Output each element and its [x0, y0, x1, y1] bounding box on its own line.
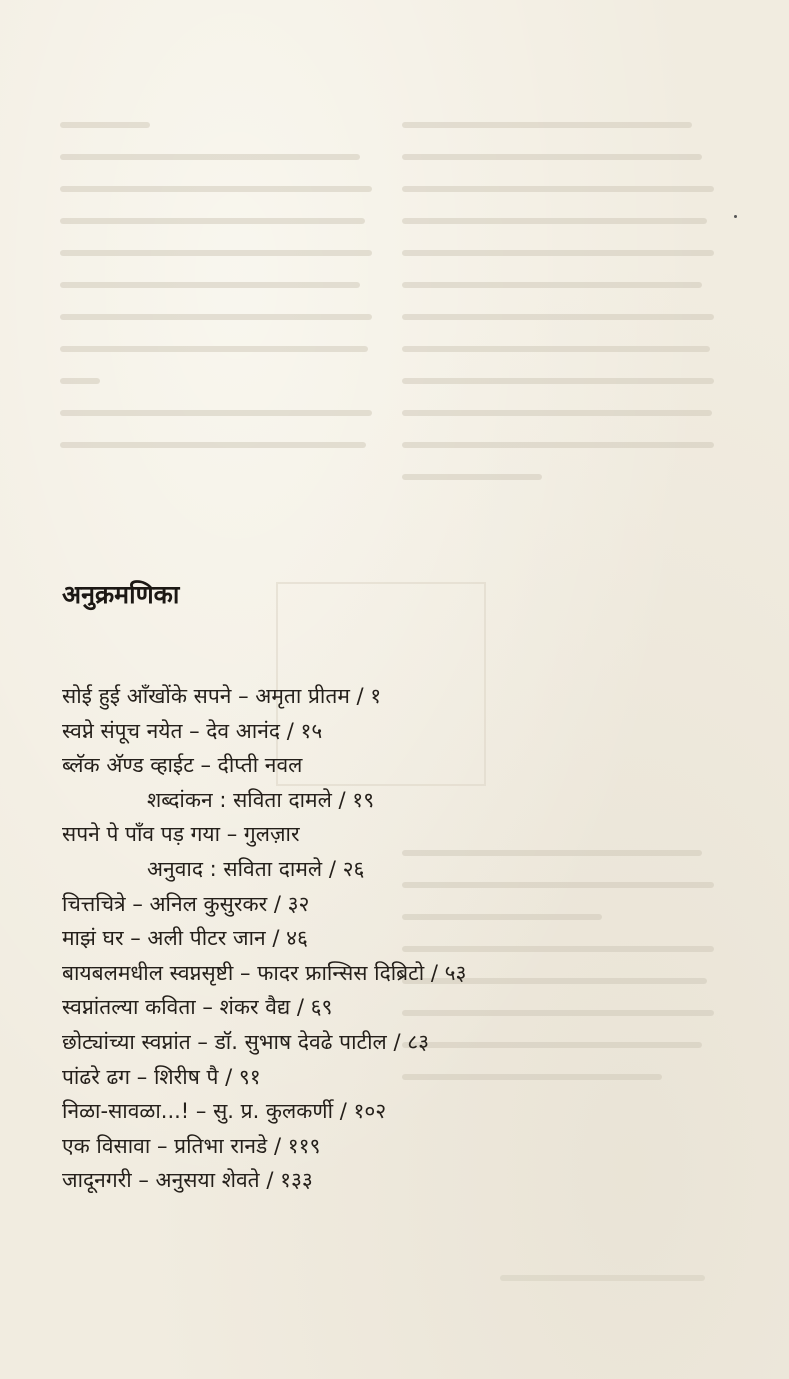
- toc-entry: सपने पे पाँव पड़ गया – गुलज़ार: [62, 822, 300, 847]
- contents-heading: अनुक्रमणिका: [62, 580, 180, 609]
- toc-entry: एक विसावा – प्रतिभा रानडे / ११९: [62, 1133, 321, 1158]
- toc-entry: पांढरे ढग – शिरीष पै / ९१: [62, 1064, 261, 1089]
- toc-entry: जादूनगरी – अनुसया शेवते / १३३: [62, 1168, 313, 1193]
- toc-entry: चित्तचित्रे – अनिल कुसुरकर / ३२: [62, 891, 310, 916]
- toc-entry: सोई हुई आँखोंके सपने – अमृता प्रीतम / १: [62, 684, 382, 708]
- toc-entry: अनुवाद : सविता दामले / २६: [147, 856, 365, 881]
- toc-entry: माझं घर – अली पीटर जान / ४६: [62, 926, 308, 951]
- toc-entry: स्वप्ने संपूच नयेत – देव आनंद / १५: [62, 718, 323, 743]
- table-of-contents: [62, 679, 762, 1198]
- toc-entry: छोट्यांच्या स्वप्नांत – डॉ. सुभाष देवढे पाटील / ८३: [62, 1029, 430, 1054]
- paper-speck: [734, 215, 737, 218]
- toc-entry: शब्दांकन : सविता दामले / १९: [147, 787, 375, 812]
- toc-entry: ब्लॅक अ‍ॅण्ड व्हाईट – दीप्ती नवल: [62, 753, 303, 778]
- bleed-through-footer: [500, 1275, 705, 1281]
- toc-entry: बायबलमधील स्वप्नसृष्टी – फादर फ्रान्सिस दिब्रिटो / ५३: [62, 960, 467, 985]
- bleed-through-text-left: [60, 122, 372, 474]
- toc-entry: स्वप्नांतल्या कविता – शंकर वैद्य / ६९: [62, 995, 333, 1020]
- toc-entry: निळा-सावळा...! – सु. प्र. कुलकर्णी / १०२: [62, 1099, 387, 1124]
- bleed-through-text-right: [402, 122, 714, 506]
